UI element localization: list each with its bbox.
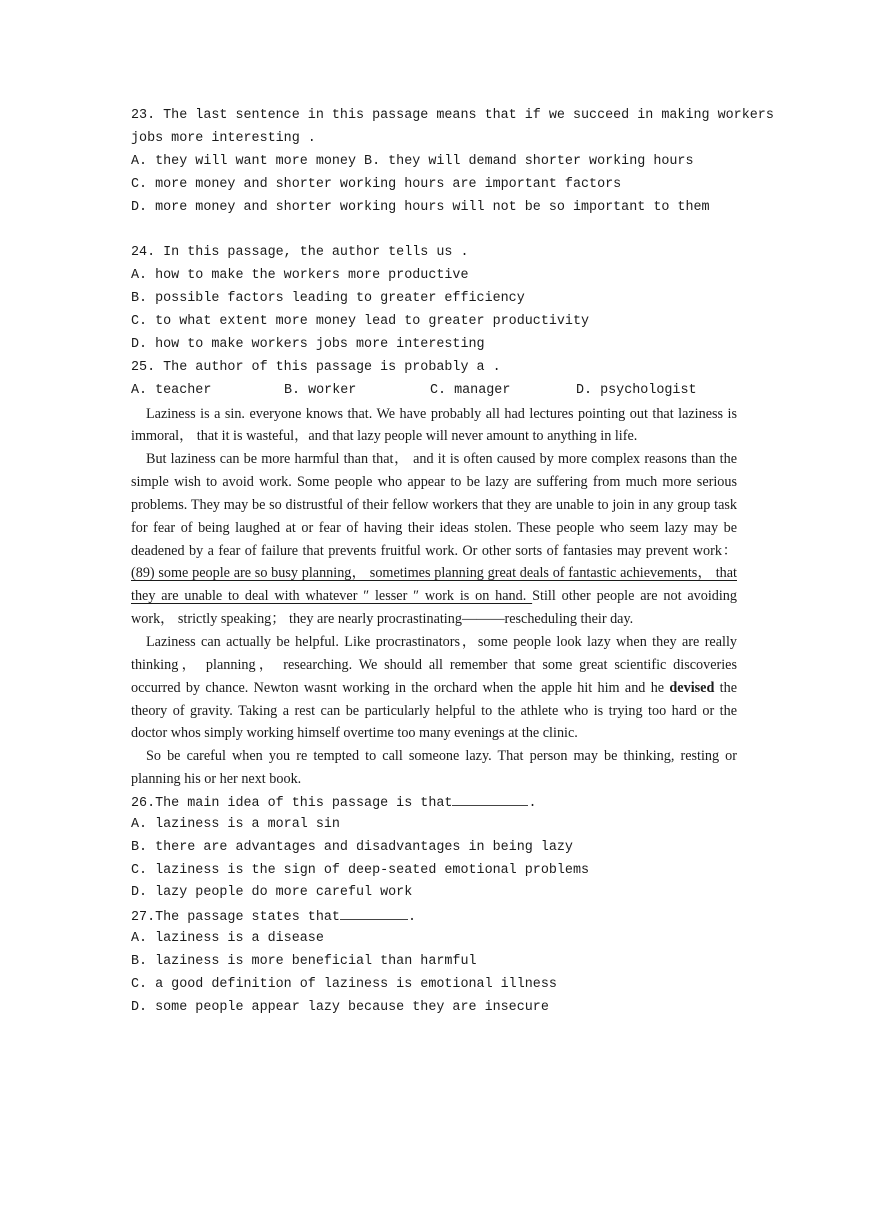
option-c: C. to what extent more money lead to greater productivity [131, 314, 590, 330]
spacer [131, 219, 737, 242]
option-d: D. more money and shorter working hours will not be so important to them [131, 199, 710, 215]
option-d: D. how to make workers jobs more interesting [131, 336, 485, 352]
question-24 [131, 242, 737, 356]
question-stem-row [131, 905, 737, 928]
question-25 [131, 357, 737, 403]
option-b: B. worker [284, 382, 357, 398]
option-b: B. possible factors leading to greater efficiency [131, 291, 525, 307]
question-stem: 23. The last sentence in this passage means that if we succeed in making workers [131, 108, 774, 123]
paragraph-text: the theory of gravity. Taking a rest can be particularly helpful to the athlete who is trying too hard or the doctor whos simply working himself overtime too many evenings at the clinic. [131, 679, 737, 742]
paragraph-text: Still other people are not avoiding work， strictly speaking； they are nearly procrastinating———rescheduling their day. [131, 588, 737, 628]
option-a-b: A. they will want more money B. they will demand shorter working hours [131, 153, 694, 169]
question-stem: 27.The passage states that [131, 910, 340, 926]
option-a: A. laziness is a disease [131, 931, 324, 947]
question-stem-end: . [407, 910, 416, 926]
option-c: C. more money and shorter working hours are important factors [131, 176, 622, 192]
paragraph-text: But laziness can be more harmful than that， and it is often caused by more complex reasons than the simple wish to avoid work. Some people who appear to be lazy are suffering from much more serious problems. They may be so distrustful of their fellow workers that they are unable to join in any group task for fear of being laughed at or fear of having their ideas stolen. These people who seem lazy may be deadened by a fear of failure that prevents fruitful work. Or other sorts of fantasies may prevent work： [131, 451, 737, 559]
answer-blank [452, 791, 528, 806]
reading-passage [131, 403, 737, 791]
option-b: B. laziness is more beneficial than harmful [131, 954, 477, 970]
question-stem-end: . [528, 795, 537, 811]
paragraph-text: Laziness can actually be helpful. Like procrastinators，some people look lazy when they are really thinking， planning， researching. We should all remember that some great scientific discoveries occurred by chance. Newton wasnt working in the orchard when the apple hit him and he [131, 634, 737, 696]
question-23 [131, 105, 774, 219]
option-c: C. laziness is the sign of deep-seated emotional problems [131, 862, 590, 878]
option-d: D. some people appear lazy because they are insecure [131, 999, 549, 1015]
passage-paragraph-4: So be careful when you re tempted to call someone lazy. That person may be thinking, resting or planning his or her next book. [131, 748, 737, 788]
question-stem-continued: jobs more interesting . [131, 130, 316, 146]
question-26 [131, 791, 737, 905]
option-d: D. lazy people do more careful work [131, 885, 413, 901]
option-row [131, 380, 737, 403]
option-a: A. how to make the workers more productive [131, 268, 469, 284]
passage-paragraph-3 [131, 631, 737, 745]
question-stem: 25. The author of this passage is probably a . [131, 359, 501, 375]
question-27 [131, 905, 737, 1019]
option-b: B. there are advantages and disadvantages in being lazy [131, 839, 573, 855]
passage-paragraph-1: Laziness is a sin. everyone knows that. We have probably all had lectures pointing out that laziness is immoral， that it is wasteful，and that lazy people will never amount to anything in life. [131, 405, 737, 445]
question-stem-row [131, 791, 737, 814]
question-stem: 24. In this passage, the author tells us . [131, 245, 469, 261]
option-a: A. laziness is a moral sin [131, 816, 340, 832]
option-a: A. teacher [131, 382, 212, 398]
passage-paragraph-2 [131, 448, 737, 631]
option-c: C. manager [430, 382, 511, 398]
option-c: C. a good definition of laziness is emotional illness [131, 977, 557, 993]
question-stem: 26.The main idea of this passage is that [131, 795, 453, 811]
underlined-sentence-89: (89) some people are so busy planning， sometimes planning great deals of fantastic achievements， that they are unable to deal with whatever ″ lesser ″ work is on hand. [131, 565, 737, 605]
option-d: D. psychologist [576, 382, 697, 398]
bold-word-devised: devised [669, 679, 715, 696]
answer-blank [340, 905, 408, 920]
document-page [131, 105, 774, 1020]
